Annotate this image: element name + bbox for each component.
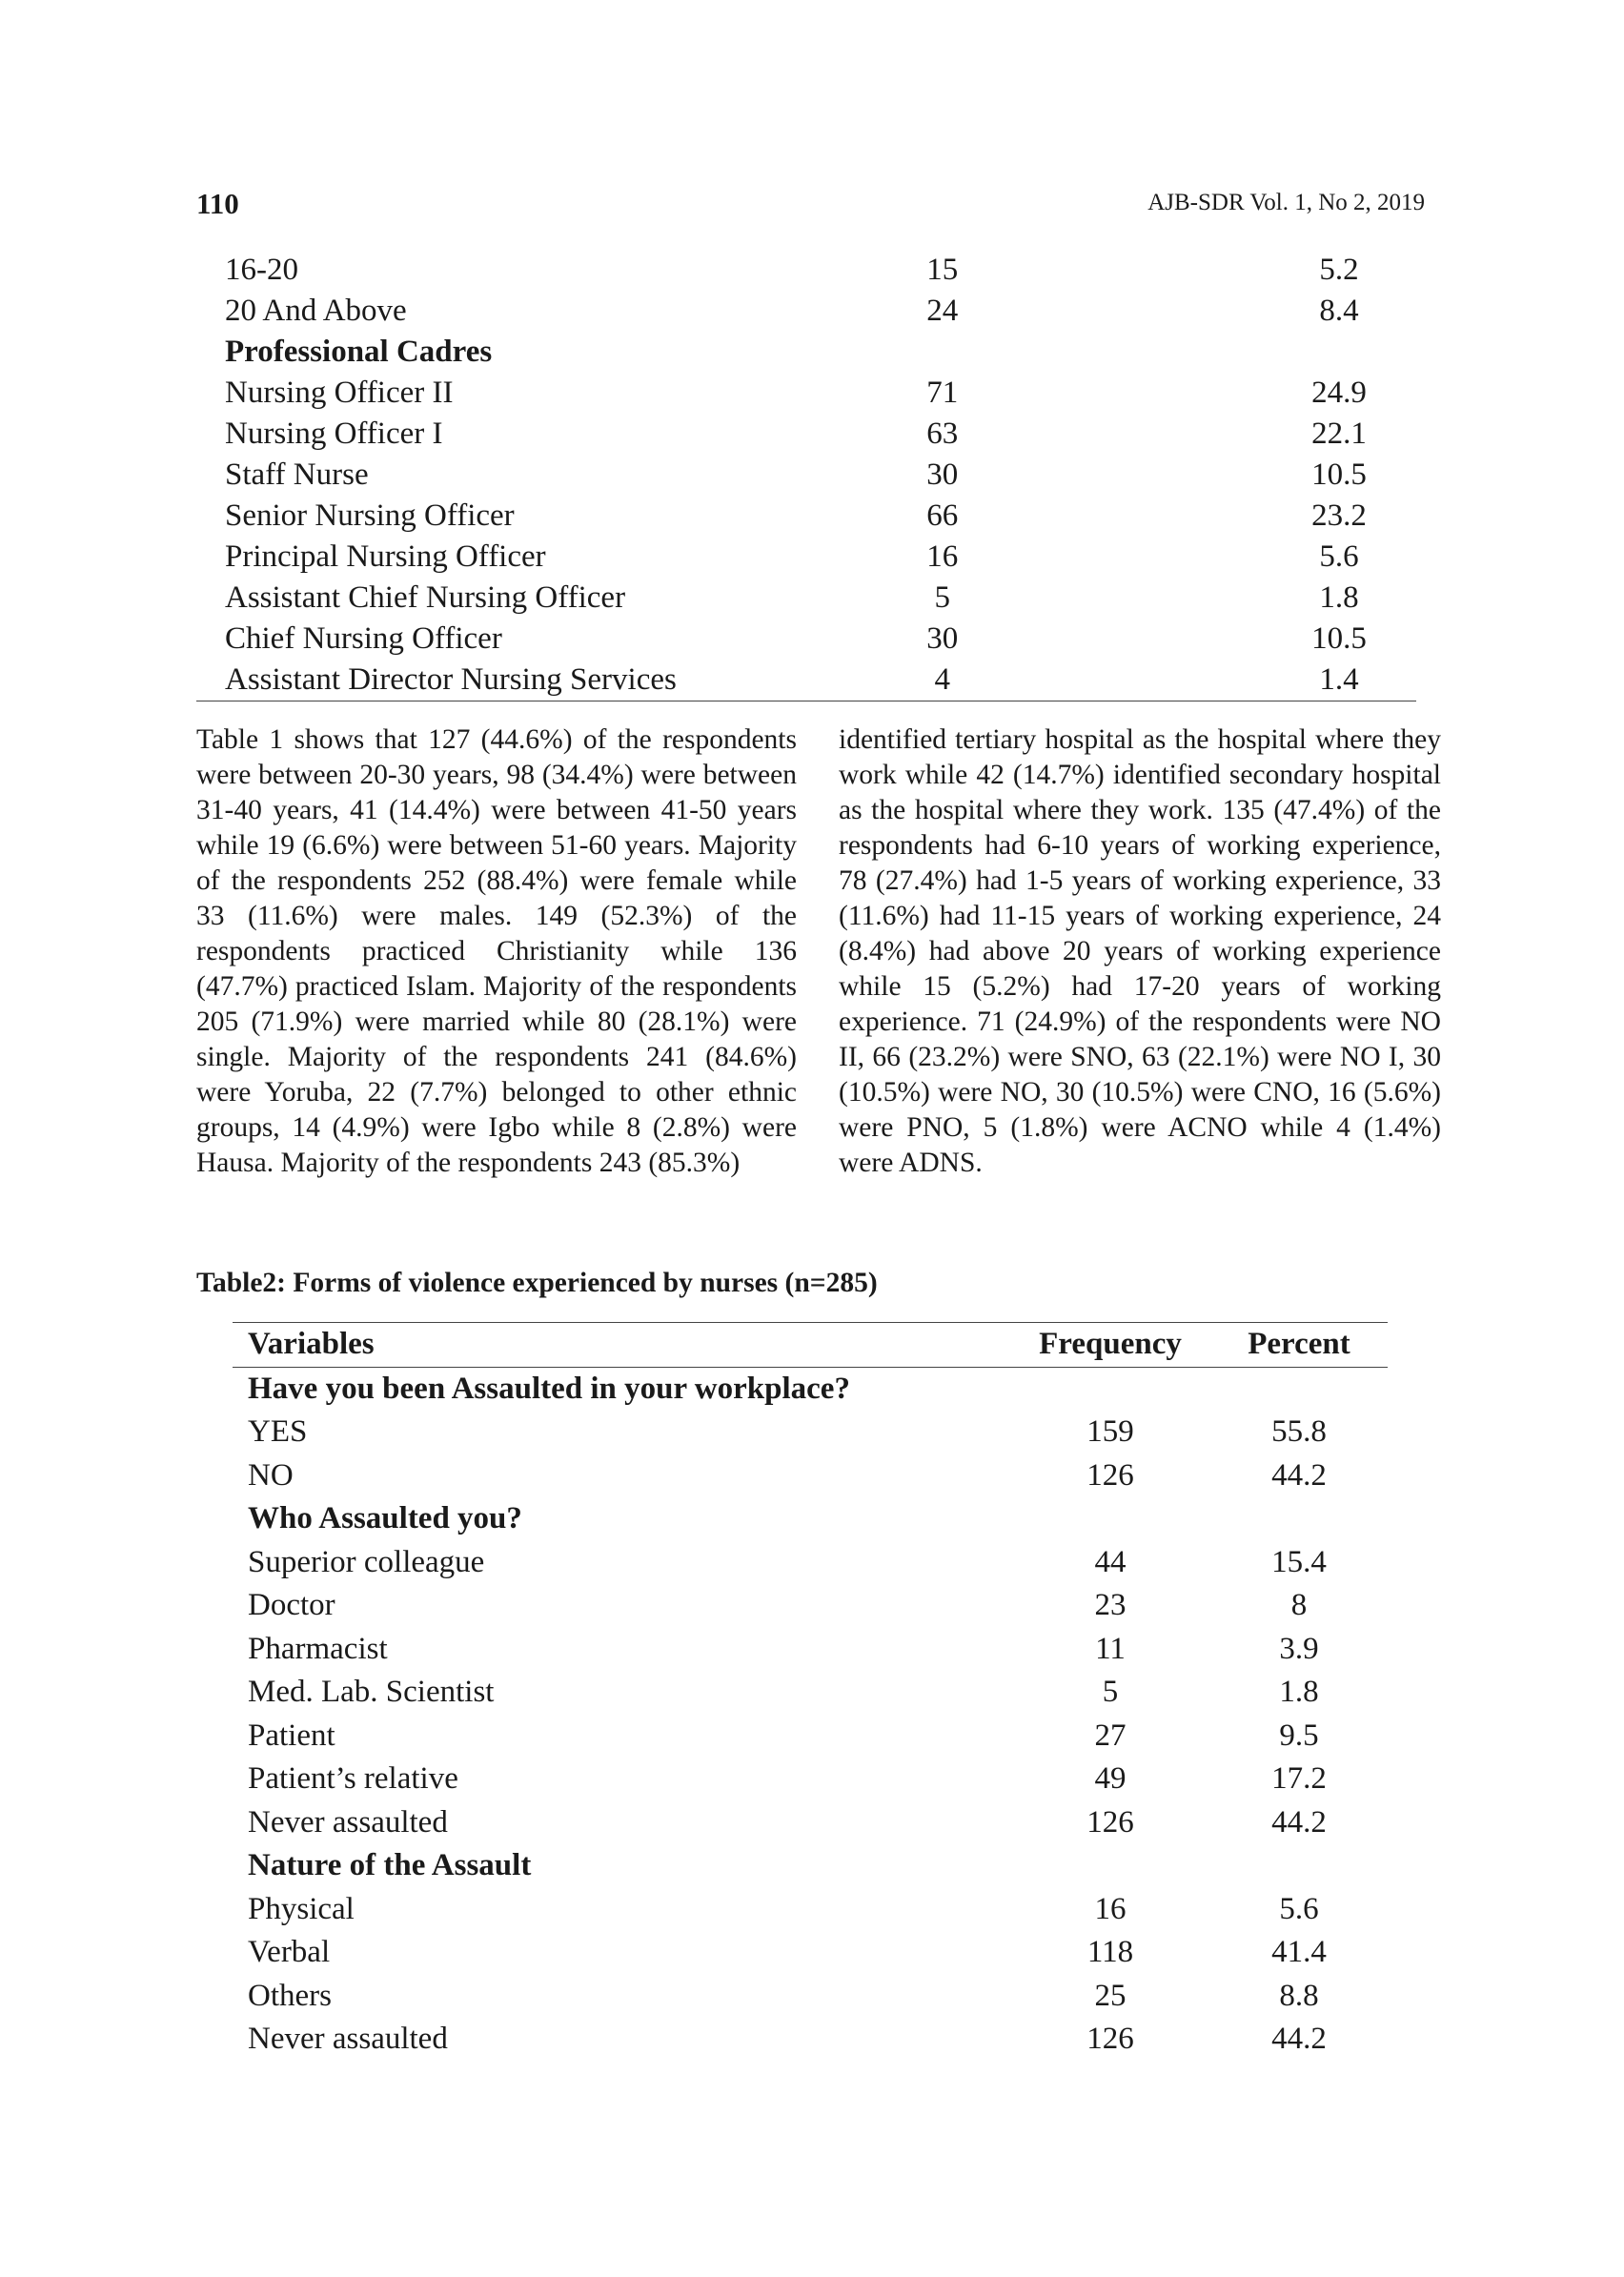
row-percent: 22.1	[1311, 417, 1367, 451]
row-percent: 15.4	[1271, 1544, 1327, 1579]
row-percent: 5.2	[1319, 253, 1359, 287]
table2-row	[233, 1975, 1388, 2019]
row-label: Superior colleague	[248, 1544, 485, 1579]
table1-continuation	[196, 250, 1416, 701]
running-head: AJB-SDR Vol. 1, No 2, 2019	[1147, 190, 1425, 215]
row-label: Chief Nursing Officer	[225, 621, 502, 656]
table1-row	[196, 373, 1416, 414]
row-percent: 1.4	[1033, 660, 1416, 701]
row-label: Assistant Director Nursing Services	[196, 660, 852, 701]
row-percent: 44.2	[1271, 1457, 1327, 1493]
row-label: Nature of the Assault	[248, 1848, 532, 1882]
table2-row	[233, 1758, 1388, 1801]
row-frequency: 30	[926, 457, 959, 492]
table1-row	[196, 537, 1416, 578]
row-frequency: 44	[1094, 1544, 1127, 1579]
row-frequency: 11	[1095, 1631, 1126, 1666]
row-label: Never assaulted	[248, 2022, 448, 2056]
row-percent: 1.8	[1319, 580, 1359, 615]
row-frequency: 24	[926, 294, 959, 328]
row-label: Never assaulted	[248, 1804, 448, 1840]
row-percent: 55.8	[1271, 1414, 1327, 1449]
row-label: Have you been Assaulted in your workplace?	[248, 1371, 850, 1406]
row-label: Patient	[248, 1718, 335, 1753]
row-label: Nursing Officer I	[225, 417, 443, 451]
row-percent	[1033, 332, 1416, 373]
row-label: Assistant Chief Nursing Officer	[225, 580, 626, 615]
row-label: Doctor	[248, 1588, 335, 1622]
table2-row	[233, 1888, 1388, 1932]
row-percent: 8	[1290, 1588, 1308, 1622]
table1-row	[196, 291, 1416, 332]
table2-caption: Table2: Forms of violence experienced by nurses (n=285)	[196, 1268, 878, 1298]
row-frequency: 66	[926, 498, 959, 533]
table2-row	[233, 1931, 1388, 1975]
table1-row	[196, 619, 1416, 660]
table2-section-row	[233, 1367, 1388, 1411]
row-frequency: 71	[926, 376, 959, 410]
row-label: Professional Cadres	[225, 335, 493, 369]
table2-row	[233, 1628, 1388, 1672]
row-percent: 23.2	[1311, 498, 1367, 533]
row-percent: 1.8	[1279, 1675, 1319, 1709]
row-percent: 24.9	[1311, 376, 1367, 410]
row-frequency: 126	[1086, 1457, 1134, 1493]
row-label: Pharmacist	[248, 1631, 388, 1666]
table1-row	[196, 496, 1416, 537]
row-percent: 41.4	[1271, 1935, 1327, 1969]
table2-section-row	[233, 1497, 1388, 1541]
row-label: Senior Nursing Officer	[225, 498, 515, 533]
table2-section-row	[233, 1844, 1388, 1888]
row-percent: 17.2	[1271, 1761, 1327, 1796]
row-frequency: 5	[1102, 1675, 1119, 1709]
table2-row	[233, 1801, 1388, 1845]
row-label: Others	[248, 1978, 332, 2013]
row-frequency: 27	[1094, 1718, 1127, 1753]
row-frequency: 4	[852, 660, 1033, 701]
row-frequency: 49	[1094, 1761, 1127, 1796]
row-label: NO	[248, 1457, 294, 1493]
row-label: Physical	[248, 1891, 355, 1926]
header-percent: Percent	[1210, 1323, 1388, 1368]
table2-row	[233, 1671, 1388, 1715]
body-text-right-column: identified tertiary hospital as the hospital where they work while 42 (14.7%) identified secondary hospital as the hospital where they work. 135 (47.4%) of the respondents had 6-10 years of working experience, 78 (27.4%) had 1-5 years of working experience, 33 (11.6%) had 11-15 years of working experience, 24 (8.4%) had above 20 years of working experience while 15 (5.2%) had 17-20 years of working experience. 71 (24.9%) of the respondents were NO II, 66 (23.2%) were SNO, 63 (22.1%) were NO I, 30 (10.5%) were NO, 30 (10.5%) were CNO, 16 (5.6%) were PNO, 5 (1.8%) were ACNO while 4 (1.4%) were ADNS.	[839, 724, 1441, 1178]
row-percent	[1210, 1844, 1388, 1888]
body-text-left-column: Table 1 shows that 127 (44.6%) of the respondents were between 20-30 years, 98 (34.4%) were between 31-40 years, 41 (14.4%) were between 41-50 years while 19 (6.6%) were between 51-60 years. Majority of the respondents 252 (88.4%) were female while 33 (11.6%) were males. 149 (52.3%) of the respondents practiced Christianity while 136 (47.7%) practiced Islam. Majority of the respondents 205 (71.9%) were married while 80 (28.1%) were single. Majority of the respondents 241 (84.6%) were Yoruba, 22 (7.7%) belonged to other ethnic groups, 14 (4.9%) were Igbo while 8 (2.8%) were Hausa. Majority of the respondents 243 (85.3%)	[196, 724, 797, 1178]
row-percent: 3.9	[1279, 1631, 1319, 1666]
row-label: 16-20	[225, 253, 298, 287]
table1-row	[196, 250, 1416, 291]
table1-row	[196, 414, 1416, 455]
row-label: Principal Nursing Officer	[225, 539, 546, 574]
table2-row	[233, 1715, 1388, 1759]
row-percent	[1210, 1367, 1388, 1411]
row-percent	[1210, 1497, 1388, 1541]
row-frequency: 5	[934, 580, 951, 615]
row-label: YES	[248, 1414, 308, 1449]
row-label: 20 And Above	[225, 294, 407, 328]
row-frequency: 159	[1086, 1414, 1134, 1449]
row-label: Verbal	[248, 1935, 331, 1969]
row-percent: 44.2	[1271, 1804, 1327, 1840]
row-percent: 9.5	[1279, 1718, 1319, 1753]
row-percent: 8.4	[1319, 294, 1359, 328]
row-percent: 10.5	[1311, 457, 1367, 492]
header-variables: Variables	[233, 1323, 1010, 1368]
table2-row	[233, 1584, 1388, 1628]
table2-row	[233, 1454, 1388, 1498]
table2	[233, 1322, 1388, 2062]
header-frequency: Frequency	[1010, 1323, 1210, 1368]
row-frequency: 25	[1094, 1978, 1127, 2013]
table2-row	[233, 2018, 1388, 2062]
row-frequency	[1010, 1367, 1210, 1411]
row-percent: 5.6	[1319, 539, 1359, 574]
row-frequency	[852, 332, 1033, 373]
row-frequency: 16	[1094, 1891, 1127, 1926]
row-frequency: 126	[1086, 2022, 1134, 2056]
row-percent: 5.6	[1279, 1891, 1319, 1926]
row-frequency: 126	[1086, 1804, 1134, 1840]
table2-header-row	[233, 1323, 1388, 1368]
table2-row	[233, 1541, 1388, 1585]
table1-section-row	[196, 332, 1416, 373]
page-number: 110	[196, 187, 239, 220]
row-frequency: 63	[926, 417, 959, 451]
row-label: Staff Nurse	[225, 457, 369, 492]
row-percent: 10.5	[1311, 621, 1367, 656]
table1-row	[196, 455, 1416, 496]
row-frequency: 16	[926, 539, 959, 574]
table1-row	[196, 578, 1416, 619]
row-percent: 8.8	[1279, 1978, 1319, 2013]
row-percent: 44.2	[1271, 2022, 1327, 2056]
row-label: Nursing Officer II	[225, 376, 454, 410]
row-label: Who Assaulted you?	[248, 1501, 522, 1535]
row-frequency: 15	[926, 253, 959, 287]
row-frequency	[1010, 1844, 1210, 1888]
row-frequency: 30	[926, 621, 959, 656]
row-frequency: 23	[1094, 1588, 1127, 1622]
table1-row	[196, 660, 1416, 701]
row-label: Med. Lab. Scientist	[248, 1675, 495, 1709]
row-frequency: 118	[1086, 1935, 1134, 1969]
row-frequency	[1010, 1497, 1210, 1541]
table2-row	[233, 1411, 1388, 1454]
row-label: Patient’s relative	[248, 1761, 458, 1796]
